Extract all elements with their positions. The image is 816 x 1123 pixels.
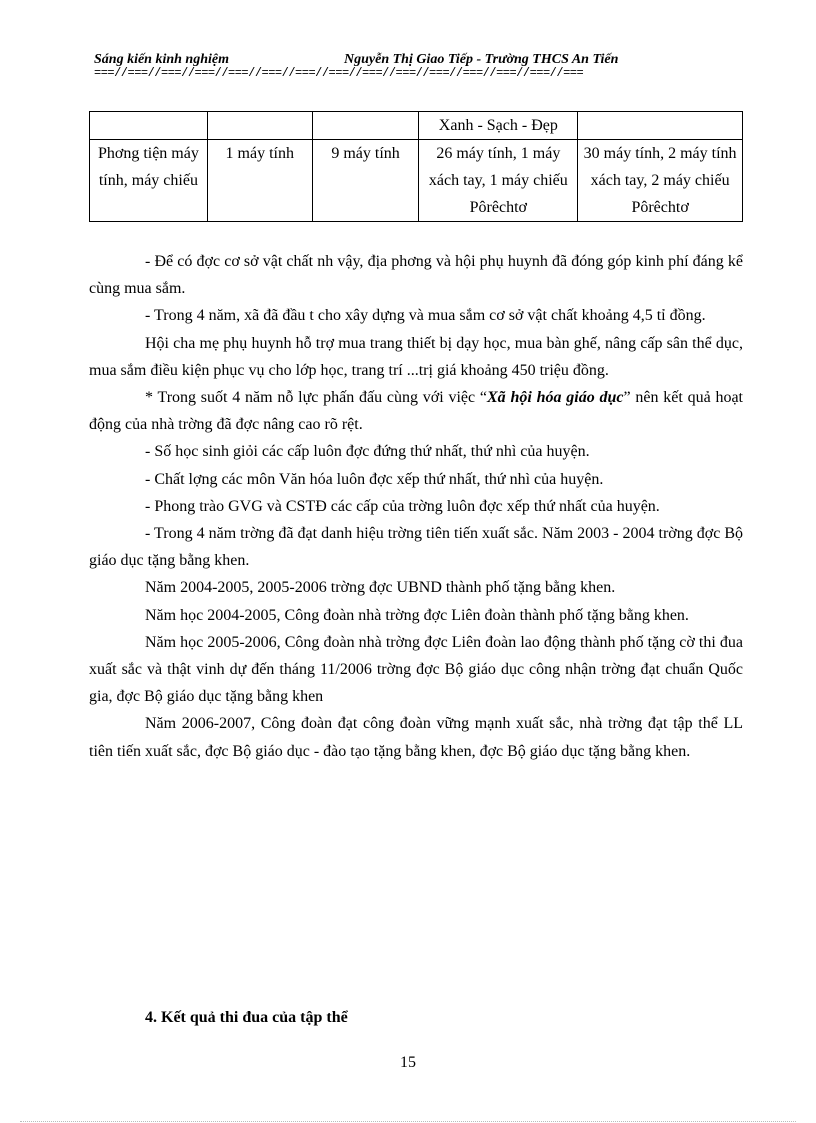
paragraph: - Phong trào GVG và CSTĐ các cấp của trờng luôn đợc xếp thứ nhất của huyện. <box>145 497 660 515</box>
table-cell: Xanh - Sạch - Đẹp <box>419 112 578 140</box>
equipment-table <box>89 111 743 222</box>
table-cell <box>312 112 419 140</box>
table-cell: 9 máy tính <box>312 140 419 222</box>
table-row <box>90 112 743 140</box>
paragraph: Hội cha mẹ phụ huynh hỗ trợ mua trang thiết bị dạy học, mua bàn ghế, nâng cấp sân thể dục, mua sắm điều kiện phục vụ cho lớp học, trang trí ...trị giá khoảng 450 triệu đồng. <box>89 334 743 379</box>
emphasis-text: Xã hội hóa giáo dục <box>487 389 624 407</box>
table-cell <box>207 112 312 140</box>
section-heading: 4. Kết quả thi đua của tập thể <box>145 1009 348 1026</box>
paragraph: Năm học 2005-2006, Công đoàn nhà trờng đợc Liên đoàn lao động thành phố tặng cờ thi đua xuất sắc và thật vinh dự đến tháng 11/2006 trờng đợc Bộ giáo dục công nhận trờng đạt chuẩn Quốc gia, đợc Bộ giáo dục tặng bằng khen <box>89 633 743 706</box>
paragraph: - Để có đợc cơ sở vật chất nh vậy, địa phơng và hội phụ huynh đã đóng góp kinh phí đáng kể cùng mua sắm. <box>89 253 743 298</box>
header-separator: ===//===//===//===//===//===//===//===//===//===//===//===//===//===//=== <box>94 67 584 79</box>
table-cell: 1 máy tính <box>207 140 312 222</box>
header-author-school: Nguyễn Thị Giao Tiếp - Trường THCS An Tiến <box>344 52 619 67</box>
table-cell: 26 máy tính, 1 máy xách tay, 1 máy chiếu Pôrêchtơ <box>419 140 578 222</box>
table-cell: 30 máy tính, 2 máy tính xách tay, 2 máy chiếu Pôrêchtơ <box>578 140 743 222</box>
page-number: 15 <box>400 1054 416 1071</box>
paragraph: - Trong 4 năm trờng đã đạt danh hiệu trờng tiên tiến xuất sắc. Năm 2003 - 2004 trờng đợc Bộ giáo dục tặng bằng khen. <box>89 525 743 570</box>
paragraph: - Số học sinh giỏi các cấp luôn đợc đứng thứ nhất, thứ nhì của huyện. <box>145 443 590 461</box>
summary-paragraph <box>89 384 743 438</box>
header-document-type: Sáng kiến kinh nghiệm <box>94 52 229 67</box>
table-cell <box>578 112 743 140</box>
paragraph: Năm 2004-2005, 2005-2006 trờng đợc UBND thành phố tặng bằng khen. <box>145 579 616 597</box>
paragraph: Năm 2006-2007, Công đoàn đạt công đoàn vững mạnh xuất sắc, nhà trờng đạt tập thể LL tiên tiến xuất sắc, đợc Bộ giáo dục - đào tạo tặng bằng khen, đợc Bộ giáo dục tặng bằng khen. <box>89 715 743 760</box>
summary-text: ” nên kết quả hoạt động của nhà trờng đã đợc nâng cao rõ rệt. <box>89 389 743 434</box>
summary-text: * Trong suốt 4 năm nỗ lực phấn đấu cùng với việc “ <box>145 389 487 407</box>
body-text <box>89 248 743 765</box>
table-cell <box>90 112 208 140</box>
table-row <box>90 140 743 222</box>
paragraph: - Chất lợng các môn Văn hóa luôn đợc xếp thứ nhất, thứ nhì của huyện. <box>145 470 604 488</box>
paragraph: - Trong 4 năm, xã đã đầu t cho xây dựng và mua sắm cơ sở vật chất khoảng 4,5 tỉ đồng. <box>145 307 706 325</box>
table-cell: Phơng tiện máy tính, máy chiếu <box>90 140 208 222</box>
paragraph: Năm học 2004-2005, Công đoàn nhà trờng đợc Liên đoàn thành phố tặng bằng khen. <box>145 606 689 624</box>
page-bottom-divider <box>20 1121 796 1122</box>
